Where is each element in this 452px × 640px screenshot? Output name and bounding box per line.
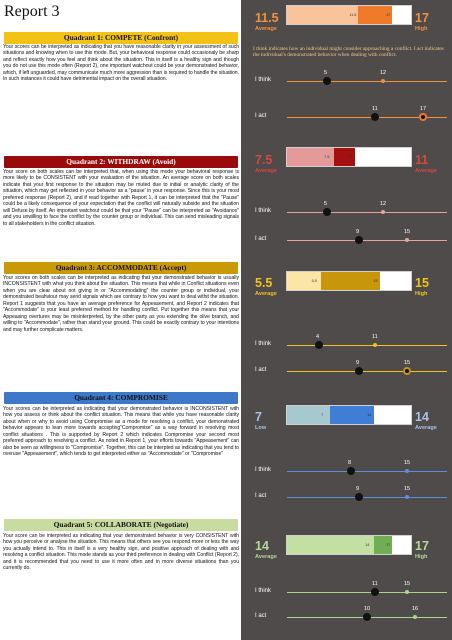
report-title: Report 3 bbox=[4, 3, 60, 20]
quadrant-3-header: Quadrant 3: ACCOMMODATE (Accept) bbox=[4, 262, 238, 274]
act-score-label: 15 bbox=[404, 486, 411, 492]
think-reference-marker bbox=[405, 590, 409, 594]
quadrant-1-text: Your scores can be interpreted as indicating that you have reasonable clarity in your assessment of such situations and knowing when to use this mode. But, your behavioral response could occasionaly be sharp and reflect exactly how you feel and think about the situation. This in itself is a healthy sign and though you do not use this mode often (Report 2), one important watchout could be your demonstrated behavior, which, if left unguarded, may communicate much more aggression than is required to handle the situation. In such instances it could have detrimental impact on the overall situation. bbox=[3, 44, 239, 83]
score-high-value: 17 bbox=[415, 11, 429, 25]
quadrant-1-header: Quadrant 1: COMPETE (Confront) bbox=[4, 32, 238, 44]
act-reference-marker bbox=[413, 615, 417, 619]
row-label-think: I think bbox=[255, 77, 272, 83]
think-track bbox=[287, 471, 447, 472]
row-label-act: I act bbox=[255, 367, 267, 373]
act-reference-marker bbox=[403, 367, 411, 375]
quadrant-2-text: Your score on both scales can be interpreted that, when using this mode your behavioral response is more likely to be CONSISTENT with your evaluation of the situation. An average score on both scales indicate that your first response to the situation may be muted due to initial or analytic clarity of the situation, which may get reflected in your behavior as a "pause' in your response. Since this is your most preferred response (Report 2), and if read together with Report 1, it can be interpreted that the "Pause" could be a likely consequence of your expectation that the conflict will naturally subside and the situation will Defuse by itself. An important watchout could be that your "Pause" can be interpreted as "Avoidance" and you unwilling to face the conflict by the counter group or individual. This can send misleading signals to all stakeholders in the conflict situation. bbox=[3, 169, 239, 227]
score-low-value: 14 bbox=[255, 539, 269, 553]
score-bar bbox=[286, 5, 412, 25]
act-score-marker bbox=[363, 613, 371, 621]
think-score-label: 5 bbox=[324, 201, 328, 207]
score-high-value: 15 bbox=[415, 276, 429, 290]
think-track bbox=[287, 345, 447, 346]
think-reference-marker bbox=[381, 210, 385, 214]
think-score-marker bbox=[323, 208, 331, 216]
think-score-label: 12 bbox=[380, 70, 387, 76]
score-bar-left-value: 7 bbox=[321, 413, 324, 417]
scale-reference-note: I think indicates how an individual might consider approaching a conflict. I act indicates the individual's demonstrated behavior when dealing with conflict. bbox=[253, 46, 444, 58]
score-low-label: Average bbox=[255, 291, 277, 297]
act-score-marker bbox=[355, 493, 363, 501]
quadrant-5-text: Your score can be interpreted as indicating that your demonstrated behavior is very CONSISTENT with how you perceive or analyse the situation. This means that others see you respond more or less the way you actually intend to. This in itself is a very healthy sign, and positive approach of dealing with and resolving a conflict situation. This mode stands as your third preference in dealing with Conflict (Report 2), and it is recommended that you need to use it more often and in more diverse situations than you currently do. bbox=[3, 533, 239, 572]
row-label-act: I act bbox=[255, 613, 267, 619]
score-low-label: Average bbox=[255, 168, 277, 174]
think-score-label: 11 bbox=[372, 334, 378, 340]
score-high-label: Average bbox=[415, 425, 437, 431]
score-bar-left-value: 7.5 bbox=[324, 155, 330, 159]
think-track bbox=[287, 212, 447, 213]
score-high-label: High bbox=[415, 26, 428, 32]
think-reference-marker bbox=[373, 343, 377, 347]
act-score-label: 9 bbox=[356, 360, 360, 366]
think-reference-marker bbox=[405, 469, 409, 473]
score-bar bbox=[286, 535, 412, 555]
score-bar-think-segment bbox=[287, 6, 358, 24]
row-label-act: I act bbox=[255, 493, 267, 499]
act-score-marker bbox=[355, 367, 363, 375]
row-label-act: I act bbox=[255, 113, 267, 119]
quadrant-5-header: Quadrant 5: COLLABORATE (Negotiate) bbox=[4, 519, 238, 531]
score-low-label: Low bbox=[255, 425, 267, 431]
think-track bbox=[287, 592, 447, 593]
think-score-label: 11 bbox=[372, 581, 378, 587]
act-score-label: 17 bbox=[420, 106, 427, 112]
act-reference-marker bbox=[405, 495, 409, 499]
score-bar-right-value: 17 bbox=[386, 13, 391, 17]
act-reference-marker bbox=[419, 113, 427, 121]
score-bar-right-value: 17 bbox=[386, 543, 391, 547]
row-label-think: I think bbox=[255, 341, 272, 347]
act-score-marker bbox=[355, 236, 363, 244]
act-score-label: 10 bbox=[364, 606, 371, 612]
think-score-marker bbox=[371, 588, 379, 596]
score-high-label: Average bbox=[415, 168, 437, 174]
quadrant-4-header: Quadrant 4: COMPROMISE bbox=[4, 392, 238, 404]
score-bar-think-segment bbox=[287, 536, 374, 554]
act-track bbox=[287, 371, 447, 372]
score-low-value: 5.5 bbox=[255, 276, 273, 290]
act-score-label: 9 bbox=[356, 229, 360, 235]
quadrant-2-header: Quadrant 2: WITHDRAW (Avoid) bbox=[4, 156, 238, 168]
score-low-label: Average bbox=[255, 554, 277, 560]
score-high-value: 14 bbox=[415, 410, 429, 424]
score-bar-think-segment bbox=[287, 406, 330, 424]
think-score-label: 8 bbox=[348, 460, 352, 466]
score-bar bbox=[286, 271, 412, 291]
think-score-label: 15 bbox=[404, 581, 411, 587]
score-low-label: Average bbox=[255, 26, 277, 32]
act-reference-marker bbox=[405, 238, 409, 242]
think-score-marker bbox=[315, 341, 323, 349]
think-reference-marker bbox=[381, 79, 385, 83]
score-bar-right-value: 14 bbox=[367, 413, 372, 417]
think-score-marker bbox=[347, 467, 355, 475]
think-score-label: 4 bbox=[316, 334, 320, 340]
score-high-label: High bbox=[415, 291, 428, 297]
score-high-value: 11 bbox=[415, 153, 429, 167]
think-score-label: 5 bbox=[324, 70, 328, 76]
row-label-think: I think bbox=[255, 208, 272, 214]
score-low-value: 7.5 bbox=[255, 153, 273, 167]
score-bar-right-value: 15 bbox=[373, 279, 378, 283]
score-high-label: High bbox=[415, 554, 428, 560]
score-bar bbox=[286, 405, 412, 425]
quadrant-3-text: Your scores on both scales can be interpreted as indicating that your demonstrated behavior is usually INCONSISTENT with what you think about the situation. This means that while in Conflict situations even when you are clear about not giving in or "Accommodating" the counter group or individual, your demonstrated beahviour may send signals which are contrary to how you want to deal withit the situation. Report 1 suggests that you have an average preference for Appeasement, and Report 2 indicates that "Accommodate" is your least preferred method for handling conflict. Put together this means that your Appeasing overtures may be misinterpreted, by the other party as you extending the olive branch, and willing to "Accommodate", rather than stand your ground. This could be exactly contrary to your intentions and may further complicate matters. bbox=[3, 275, 239, 333]
score-bar-left-value: 5.5 bbox=[311, 279, 317, 283]
quadrant-4-text: Your scores can be interpreted as indicating that your demonstrated behavior is INCONSISTENT with how you assess or think about the conflict situation. This means that while you have reasonable clarity about when or why to avoid using Compromise as a mode for resolving a conflict, your demonstrated behavior appears to lean more towards accepting"Compromise" as a way forward in resolving most conflict situations . This is supported by Report 2 which indicates Compromise your second most preferred approach to resolving a conflict. As noted in Report 1, your efforts towards "Appeasement" can also be seen as willingness to "Compromise". Together, this can be interpted as indicating that you tend to overuse "Appeasement", which tends to get interpreted either as "Accommodate" or "Compromise" bbox=[3, 406, 239, 458]
score-bar-right-value: 11 bbox=[348, 155, 353, 159]
score-low-value: 11.5 bbox=[255, 11, 279, 25]
score-low-value: 7 bbox=[255, 410, 262, 424]
think-score-marker bbox=[323, 77, 331, 85]
row-label-act: I act bbox=[255, 236, 267, 242]
think-track bbox=[287, 81, 447, 82]
act-score-label: 16 bbox=[412, 606, 419, 612]
row-label-think: I think bbox=[255, 588, 272, 594]
score-bar-left-value: 11.5 bbox=[349, 13, 357, 17]
act-score-label: 11 bbox=[372, 106, 378, 112]
act-track bbox=[287, 497, 447, 498]
act-track bbox=[287, 240, 447, 241]
row-label-think: I think bbox=[255, 467, 272, 473]
act-score-label: 15 bbox=[404, 229, 411, 235]
act-score-label: 9 bbox=[356, 486, 360, 492]
score-bar-act-segment bbox=[321, 272, 380, 290]
score-bar bbox=[286, 147, 412, 167]
act-score-marker bbox=[371, 113, 379, 121]
think-score-label: 12 bbox=[380, 201, 387, 207]
act-score-label: 15 bbox=[404, 360, 411, 366]
think-score-label: 15 bbox=[404, 460, 411, 466]
score-high-value: 17 bbox=[415, 539, 429, 553]
score-bar-left-value: 14 bbox=[365, 543, 370, 547]
